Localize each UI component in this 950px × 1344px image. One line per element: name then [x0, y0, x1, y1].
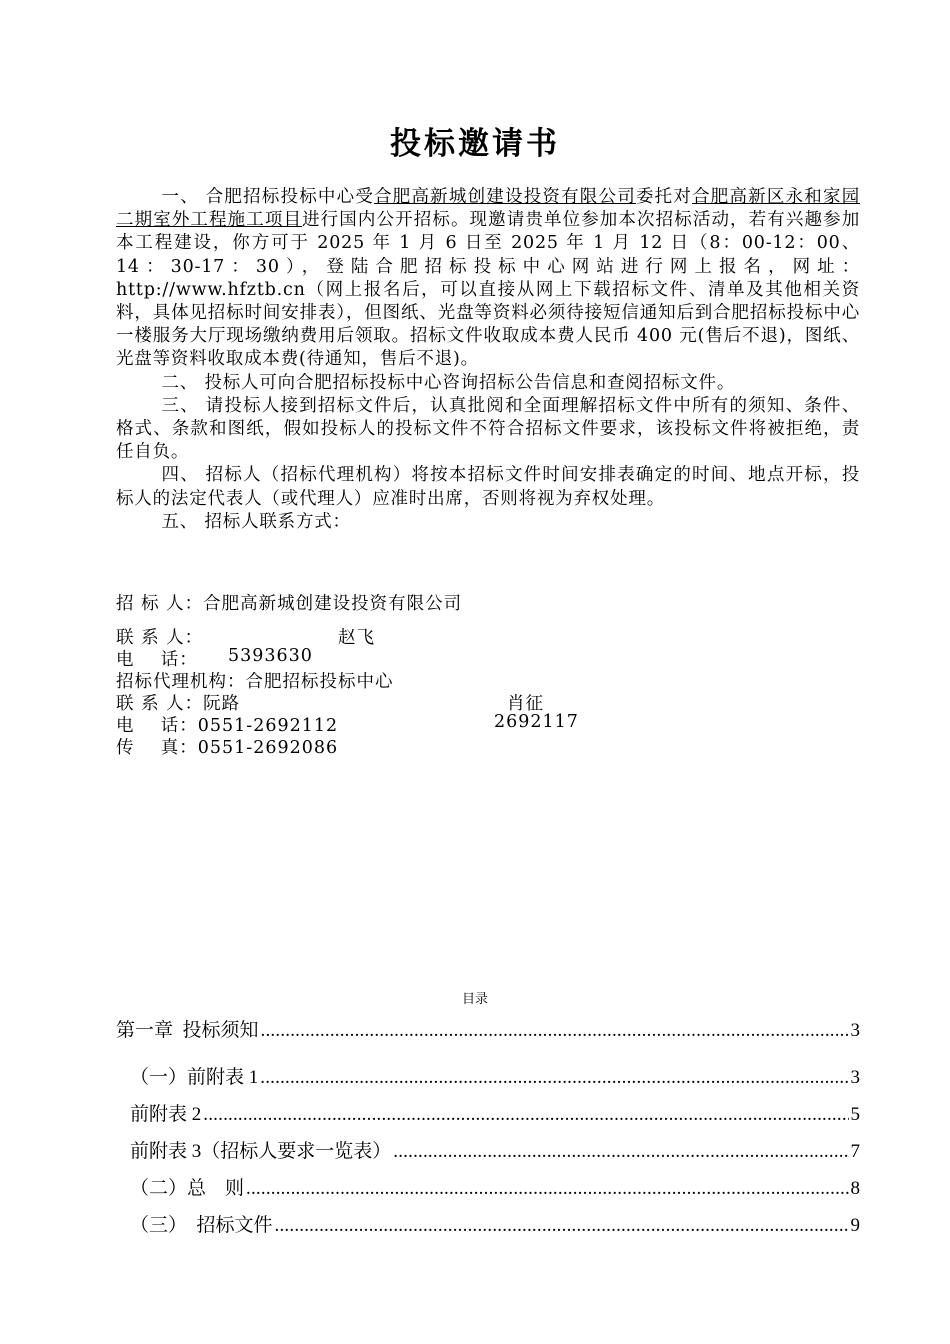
toc-leader-dots	[393, 1141, 848, 1163]
toc-entry-page: 3	[850, 1020, 860, 1041]
paragraph-4: 四、 招标人（招标代理机构）将按本招标文件时间安排表确定的时间、地点开标，投标人的法定代表人（或代理人）应准时出席，否则将视为弃权处理。	[116, 465, 860, 509]
toc-heading: 目录	[461, 992, 488, 1007]
toc-leader-dots	[260, 1067, 848, 1089]
toc-leader-dots	[261, 1020, 849, 1042]
toc-entry-label: （一）前附表 1	[130, 1067, 259, 1088]
fax-line: 传 真：0551-2692086	[116, 738, 339, 758]
tenderer-name-underlined: 合肥高新城创建设投资有限公司	[374, 187, 636, 207]
agency-line: 招标代理机构：合肥招标投标中心	[116, 672, 394, 692]
toc-leader-dots	[246, 1178, 848, 1200]
document-title: 投标邀请书	[390, 126, 560, 162]
toc-entry-page: 9	[850, 1215, 860, 1236]
agency-contact-line: 联 系 人：阮路	[116, 694, 241, 714]
toc-entry[interactable]	[130, 1136, 860, 1162]
toc-entry-label: 前附表 3（招标人要求一览表）	[130, 1141, 392, 1162]
toc-entry-label: 前附表 2	[130, 1104, 202, 1125]
toc-entry-page: 8	[850, 1178, 860, 1199]
toc-entry[interactable]	[116, 1015, 860, 1041]
p1-prefix: 一、 合肥招标投标中心受	[161, 187, 375, 207]
phone-number: 5393630	[228, 646, 313, 666]
invitation-body	[116, 186, 860, 534]
contact-person-label: 联 系 人：	[116, 628, 204, 648]
paragraph-2: 二、 投标人可向合肥招标投标中心咨询招标公告信息和查阅招标文件。	[161, 372, 736, 393]
agency-phone-2: 2692117	[494, 712, 579, 732]
p1-mid: 委托对	[635, 187, 693, 207]
tenderer-line: 招 标 人：合肥高新城创建设投资有限公司	[116, 594, 463, 614]
toc-entry-page: 5	[850, 1104, 860, 1125]
toc-entry-label: （三） 招标文件	[130, 1215, 273, 1236]
paragraph-5: 五、 招标人联系方式：	[161, 511, 351, 532]
p1-rest: 进行国内公开招标。现邀请贵单位参加本次招标活动，若有兴趣参加本工程建设，你方可于 2025 年 1 月 6 日至 2025 年 1 月 12 日（8：00-12：00、14：30-17：30），登陆合肥招标投标中心网站进行网上报名，网址：http://www.hfztb.cn（网上报名后，可以直接从网上下载招标文件、清单及其他相关资料，具体见招标时间安排表），但图纸、光盘等资料必须待接短信通知后到合肥招标投标中心一楼服务大厅现场缴纳费用后领取。招标文件收取成本费人民币 400 元(售后不退)，图纸、光盘等资料收取成本费(待通知，售后不退)。	[116, 210, 860, 370]
toc-entry[interactable]	[130, 1173, 860, 1199]
toc-leader-dots	[203, 1104, 848, 1126]
agency-phone-line: 电 话：0551-2692112	[116, 716, 339, 736]
phone-label: 电 话：	[116, 650, 198, 670]
toc-entry-page: 7	[850, 1141, 860, 1162]
toc-entry-page: 3	[850, 1067, 860, 1088]
agency-contact-2: 肖征	[507, 694, 544, 714]
toc-entry-label: （二）总 则	[130, 1178, 245, 1199]
paragraph-1	[116, 186, 860, 372]
contact-person: 赵飞	[338, 628, 375, 648]
paragraph-3: 三、 请投标人接到招标文件后，认真批阅和全面理解招标文件中所有的须知、条件、格式、条款和图纸，假如投标人的投标文件不符合招标文件要求，该投标文件将被拒绝，责任自负。	[116, 395, 860, 463]
toc-entry[interactable]	[130, 1210, 860, 1236]
project-name-underlined: 合肥高新区永和家园二期室外工程施工项目	[116, 187, 861, 231]
toc-entry-label: 第一章 投标须知	[116, 1020, 259, 1041]
toc-entry[interactable]	[130, 1062, 860, 1088]
toc-leader-dots	[275, 1215, 849, 1237]
toc-entry[interactable]	[130, 1099, 860, 1125]
